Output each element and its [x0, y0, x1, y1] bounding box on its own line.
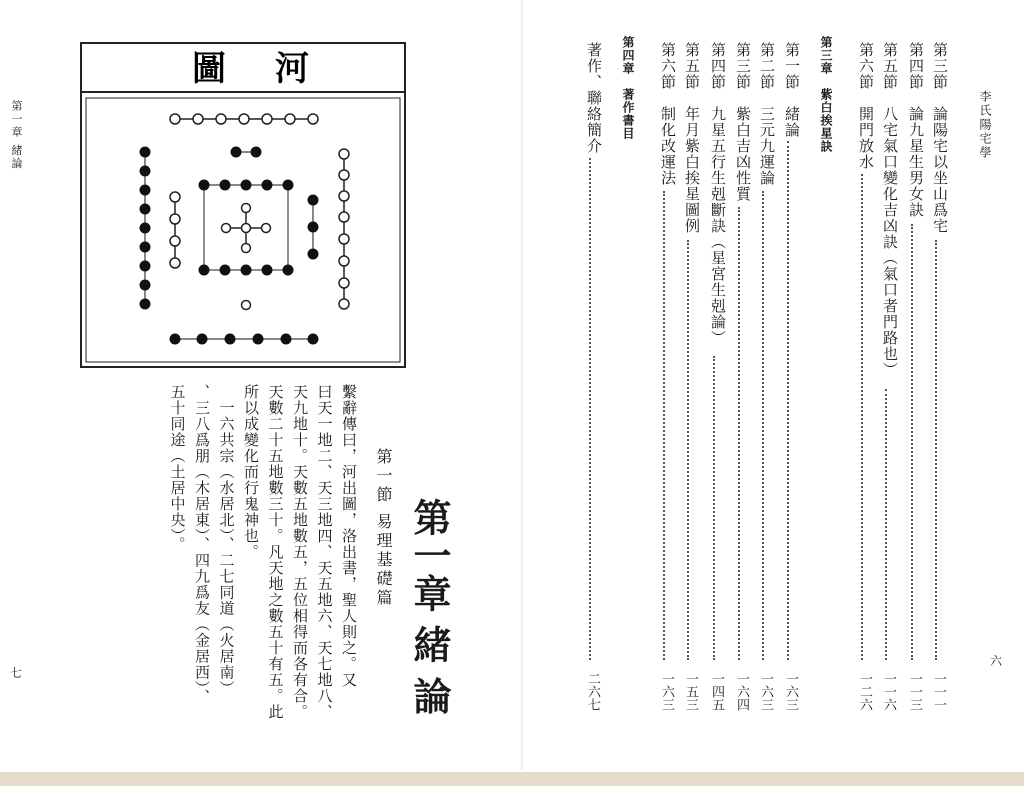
west-four-white	[170, 192, 180, 268]
body-column: 曰天一地二、天三地四、天五地六、天七地八、	[315, 384, 334, 720]
toc-leader-dots	[911, 224, 919, 661]
toc-entry[interactable]	[584, 42, 605, 154]
toc-entry-label: 第二節 三元九運論	[758, 42, 776, 186]
toc-leader-dots	[589, 158, 597, 661]
toc-page-number: 二六七	[585, 672, 600, 711]
toc-entry-label: 第六節 制化改運法	[659, 42, 677, 186]
chapter-title: 第一章 緒 論	[407, 498, 452, 715]
river-chart-figure	[80, 42, 406, 368]
center-five-white	[222, 204, 271, 253]
toc-page-number: 一六四	[734, 672, 749, 711]
toc-entry-label: 第四節 論九星生男女訣	[907, 42, 925, 218]
toc-page-number: 一二六	[857, 672, 872, 711]
toc-entry[interactable]	[658, 42, 679, 186]
body-column: 天九地十。天數五地數五，五位相得而各有合。	[291, 384, 309, 720]
toc-page-number: 一一六	[881, 672, 896, 711]
east-eight-white	[339, 149, 349, 309]
toc-entry[interactable]	[708, 42, 729, 346]
toc-entry-label: 第六節 開門放水	[857, 42, 875, 170]
toc-leader-dots	[663, 191, 671, 661]
toc-entry[interactable]	[682, 42, 703, 234]
toc-leader-dots	[762, 191, 770, 661]
book-spine	[520, 0, 524, 770]
body-column: 繫辭傳曰，河出圖，洛出書，聖人則之。又	[340, 384, 358, 688]
toc-leader-dots	[738, 207, 746, 660]
toc-entry-label: 第四章 著作書目	[621, 36, 635, 140]
section-title: 第一節 易理基礎篇	[374, 448, 393, 609]
body-column: 一六共宗（水居北）、二七同道（火居南）	[217, 384, 236, 697]
body-column: 天數二十五地數三十。凡天地之數五十有五。此	[266, 384, 285, 720]
toc-leader-dots	[861, 174, 869, 660]
west-nine-black	[140, 147, 150, 309]
scan-edge	[0, 772, 1024, 786]
toc-leader-dots	[713, 356, 721, 661]
toc-entry-label: 著作、聯絡簡介	[585, 42, 603, 154]
south-six-black	[170, 334, 318, 344]
right-page-number: 六	[990, 654, 1003, 668]
running-head: 李氏陽宅學	[978, 90, 992, 160]
toc-page-number: 一四五	[709, 672, 724, 711]
toc-entry[interactable]	[906, 42, 927, 218]
toc-entry-label: 第三章 紫白挨星訣	[819, 36, 833, 153]
toc-entry[interactable]	[818, 36, 835, 153]
toc-entry[interactable]	[930, 42, 951, 234]
toc-page-number: 一一三	[907, 672, 922, 711]
toc-entry-label: 第四節 九星五行生剋斷訣（星宮生剋論）	[709, 42, 727, 346]
toc-leader-dots	[885, 389, 893, 661]
toc-entry[interactable]	[782, 42, 803, 138]
toc-entry-label: 第三節 論陽宅以坐山爲宅	[931, 42, 949, 234]
toc-entry[interactable]	[620, 36, 637, 140]
toc-entry-label: 第三節 紫白吉凶性質	[734, 42, 752, 202]
toc-entry[interactable]	[880, 42, 901, 378]
toc-page-number: 一六三	[758, 672, 773, 711]
left-page-number: 七	[10, 666, 23, 680]
toc-entry-label: 第五節 年月紫白挨星圖例	[683, 42, 701, 234]
body-column: 五十同途（土居中央）。	[168, 384, 187, 553]
toc-entry-label: 第五節 八宅氣口變化吉凶訣（氣口者門路也）	[881, 42, 899, 378]
north-one-white	[242, 301, 251, 310]
toc-page-number: 一六三	[659, 672, 674, 711]
toc-page-number: 一六三	[783, 672, 798, 711]
toc-page-number: 一五三	[683, 672, 698, 711]
toc-leader-dots	[935, 240, 943, 660]
figure-title-char-2: 河	[275, 49, 309, 89]
two-black	[231, 147, 261, 157]
east-three-black	[308, 195, 318, 259]
toc-entry[interactable]	[757, 42, 778, 186]
body-column: 所以成變化而行鬼神也。	[242, 384, 260, 560]
toc-entry[interactable]	[856, 42, 877, 170]
north-seven-white	[170, 114, 318, 124]
toc-leader-dots	[687, 240, 695, 660]
margin-chapter-label: 第一章 緒論	[10, 100, 23, 171]
toc-entry[interactable]	[733, 42, 754, 202]
toc-entry-label: 第一節 緒論	[783, 42, 801, 138]
toc-page-number: 一一一	[931, 672, 946, 711]
figure-title-char-1: 圖	[192, 49, 226, 89]
body-column: 、三八爲朋（木居東）、四九爲友（金居西）、	[193, 384, 211, 705]
toc-leader-dots	[787, 141, 795, 660]
